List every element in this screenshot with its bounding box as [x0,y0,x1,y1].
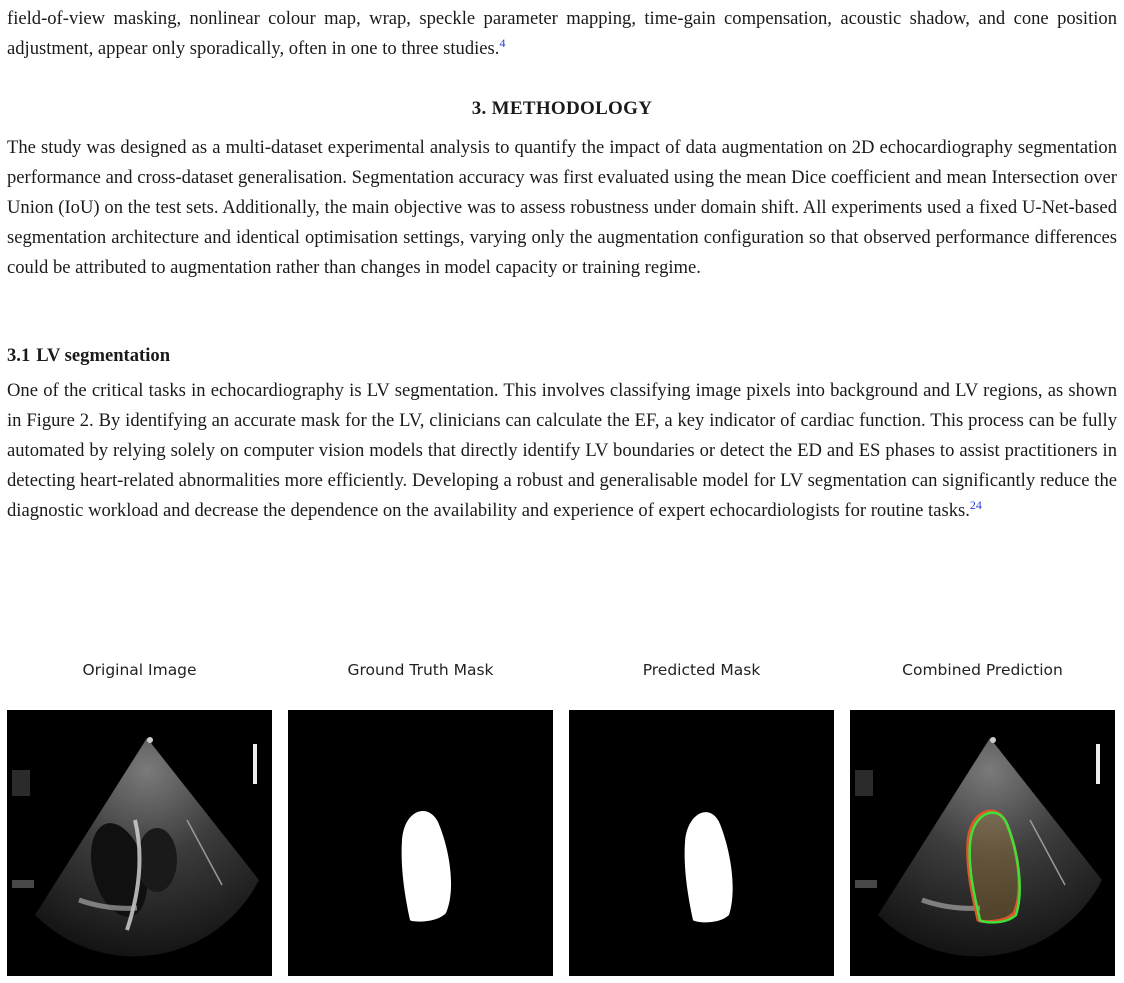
panel-combined [850,657,1115,683]
pred-lv-shape [685,812,733,922]
predicted-mask [569,710,834,976]
subsection-number: 3.1 [7,345,31,366]
panel-predicted [569,657,834,683]
lv-text: One of the critical tasks in echocardiography is LV segmentation. This involves classifying image pixels into background and LV regions, as shown in Figure 2. By identifying an accurate mask for the LV, clinicians can calculate the EF, a key indicator of cardiac function. This process can be fully automated by relying solely on computer vision models that directly identify LV boundaries or detect the ED and ES phases to assist practitioners in detecting heart-related abnormalities more efficiently. Developing a robust and generalisable model for LV segmentation can significantly reduce the diagnostic workload and decrease the dependence on the availability and experience of expert echocardiologists for routine tasks. [7,380,1117,521]
figure-segmentation-examples [7,657,1117,979]
section-heading: 3. METHODOLOGY [471,98,653,119]
intro-text: field-of-view masking, nonlinear colour map, wrap, speckle parameter mapping, time-gain compensation, acoustic shadow, and cone position adjustment, appear only sporadically, often in one to three studies. [7,8,1117,59]
citation-24[interactable]: 24 [969,498,982,512]
citation-4[interactable]: 4 [499,36,506,50]
subsection-heading [7,345,170,367]
gt-lv-shape [402,811,451,922]
intro-paragraph [7,4,1117,64]
panel-original [7,657,272,683]
panel-title-combined: Combined Prediction [902,661,1063,679]
panel-title-predicted: Predicted Mask [642,661,761,679]
methodology-paragraph: The study was designed as a multi-dataset experimental analysis to quantify the impact of data augmentation on 2D echocardiography segmentation performance and cross-dataset generalisation. Segmentation accuracy was first evaluated using the mean Dice coefficient and mean Intersection over Union (IoU) on the test sets. Additionally, the main objective was to assess robustness under domain shift. All experiments used a fixed U-Net-based segmentation architecture and identical optimisation settings, varying only the augmentation configuration so that observed performance differences could be attributed to augmentation rather than changes in model capacity or training regime. [7,137,1117,278]
panel-ground-truth [288,657,553,683]
panel-title-original: Original Image [82,661,197,679]
combined-overlay-image [850,710,1115,976]
ultrasound-image [7,710,272,976]
subsection-title: LV segmentation [36,345,171,366]
ground-truth-mask [288,710,553,976]
panel-title-ground-truth: Ground Truth Mask [347,661,494,679]
lv-segmentation-paragraph [7,376,1117,526]
